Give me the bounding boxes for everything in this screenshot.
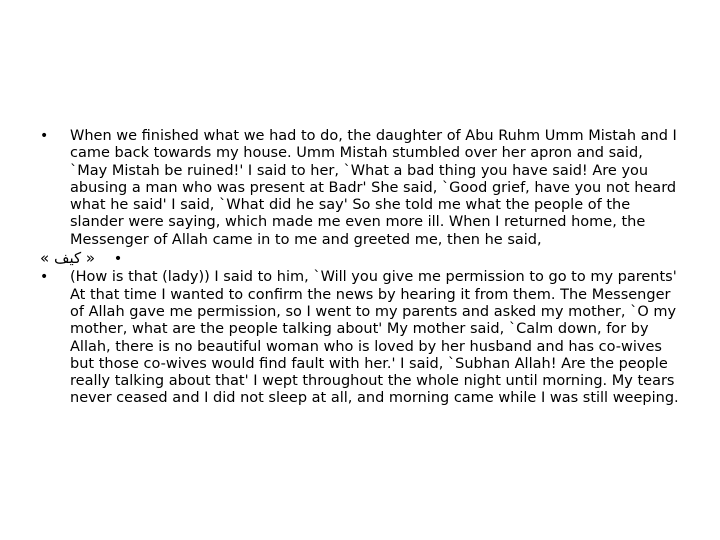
list-item (40, 128, 680, 249)
bullet-icon: • (40, 128, 49, 144)
arabic-quote-text: « ﻛﻴﻒ » (40, 249, 96, 268)
bullet-list (40, 128, 680, 409)
arabic-line (40, 250, 122, 268)
list-item (40, 250, 680, 268)
bullet-icon: • (40, 269, 49, 286)
list-item (40, 269, 680, 407)
paragraph-text: When we finished what we had to do, the daughter of Abu Ruhm Umm Mistah and I came back towards my house. Umm Mistah stumbled over her apron and said, `May Mistah be ruined!' I said to her, `What a bad thing you have said! Are you abusing a man who was present at Badr' She said, `Good grief, have you not heard what he said' I said, `What did he say' So she told me what the people of the slander were saying, which made me even more ill. When I returned home, the Messenger of Allah came in to me and greeted me, then he said, (70, 128, 677, 248)
paragraph-text: (How is that (lady)) I said to him, `Will you give me permission to go to my parents' At that time I wanted to confirm the news by hearing it from them. The Messenger of Allah gave me permission, so I went to my parents and asked my mother, `O my mother, what are the people talking about' My mother said, `Calm down, for by Allah, there is no beautiful woman who is loved by her husband and has co-wives but those co-wives would find fault with her.' I said, `Subhan Allah! Are the people really talking about that' I wept throughout the whole night until morning. My tears never ceased and I did not sleep at all, and morning came while I was still weeping. (70, 269, 679, 407)
bullet-icon: • (113, 251, 123, 268)
